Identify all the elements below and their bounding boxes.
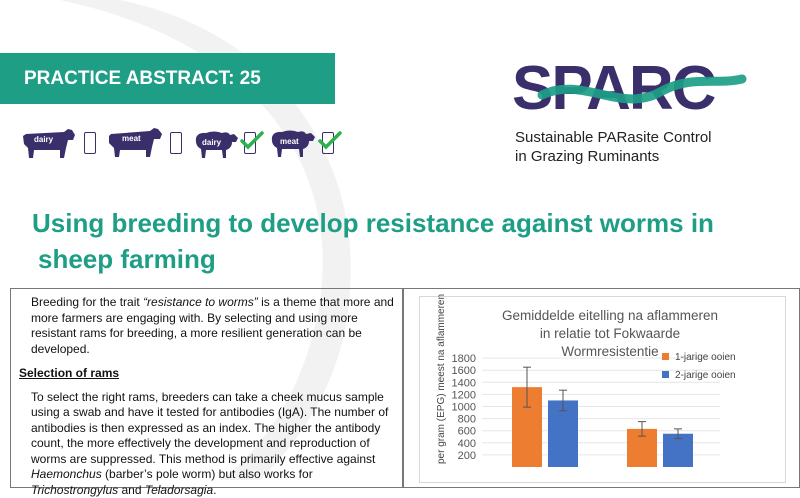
- page-title: [32, 205, 782, 277]
- animal-tag-dairy-sheep: dairy: [202, 138, 221, 147]
- section-heading-selection: Selection of rams: [19, 366, 394, 382]
- chart-title-line2: in relatie tot Fokwaarde: [440, 325, 780, 343]
- epg-bar-chart: [420, 297, 785, 482]
- meat-cow-checkbox[interactable]: [170, 132, 182, 154]
- legend-swatch: [662, 353, 669, 360]
- title-line1: Using breeding to develop resistance against worms in: [32, 208, 714, 238]
- y-tick-label: 1800: [452, 353, 476, 365]
- animal-tag-meat-cow: meat: [122, 134, 141, 143]
- chart-title-line3: Wormresistentie: [440, 343, 780, 361]
- legend-label: 1-jarige ooien: [675, 352, 736, 363]
- legend-swatch: [662, 371, 669, 378]
- animal-tag-dairy-cow: dairy: [34, 135, 53, 144]
- meat-sheep-check-icon: [318, 130, 342, 150]
- sparc-wordmark: SPARC: [512, 54, 716, 123]
- logo-subtitle-line1: Sustainable PARasite Control: [515, 128, 712, 147]
- dairy-cow-checkbox[interactable]: [84, 132, 96, 154]
- intro-paragraph: Breeding for the trait “resistance to worms” is a theme that more and more farmers are engaging with. By selecting and using more resistant rams for breeding, a more resilient generation can be developed.: [19, 295, 394, 357]
- y-tick-label: 1000: [452, 402, 476, 414]
- practice-abstract-banner: [0, 53, 335, 104]
- title-line2: sheep farming: [32, 241, 782, 277]
- y-tick-label: 600: [458, 426, 476, 438]
- sparc-logo: [512, 55, 752, 125]
- y-tick-label: 800: [458, 414, 476, 426]
- animal-tag-meat-sheep: meat: [280, 137, 299, 146]
- legend-label: 2-jarige ooien: [675, 370, 736, 381]
- selection-paragraph: To select the right rams, breeders can take a cheek mucus sample using a swab and have it tested for antibodies (IgA). The number of antibodies is then expressed as an index. The higher the antibody count, the more effectively the development and reproduction of worms are suppressed. This method is primarily effective against Haemonchus (barber’s pole worm) but also works for Trichostrongylus and Teladorsagia.: [19, 390, 394, 498]
- chart-box: [403, 288, 800, 488]
- banner-label: PRACTICE ABSTRACT: 25: [24, 68, 261, 89]
- logo-subtitle: [515, 128, 712, 166]
- chart-frame: [419, 296, 786, 483]
- chart-title-line1: Gemiddelde eitelling na aflammeren: [440, 307, 780, 325]
- dairy-sheep-check-icon: [240, 130, 264, 150]
- y-tick-label: 200: [458, 450, 476, 462]
- logo-subtitle-line2: in Grazing Ruminants: [515, 147, 712, 166]
- animal-type-row: [20, 122, 350, 162]
- y-tick-label: 1200: [452, 389, 476, 401]
- y-axis-label: per gram (EPG) meest na aflammeren: [436, 294, 447, 464]
- intro-text-box: [10, 288, 403, 488]
- y-tick-label: 1600: [452, 365, 476, 377]
- y-tick-label: 1400: [452, 377, 476, 389]
- y-tick-label: 400: [458, 438, 476, 450]
